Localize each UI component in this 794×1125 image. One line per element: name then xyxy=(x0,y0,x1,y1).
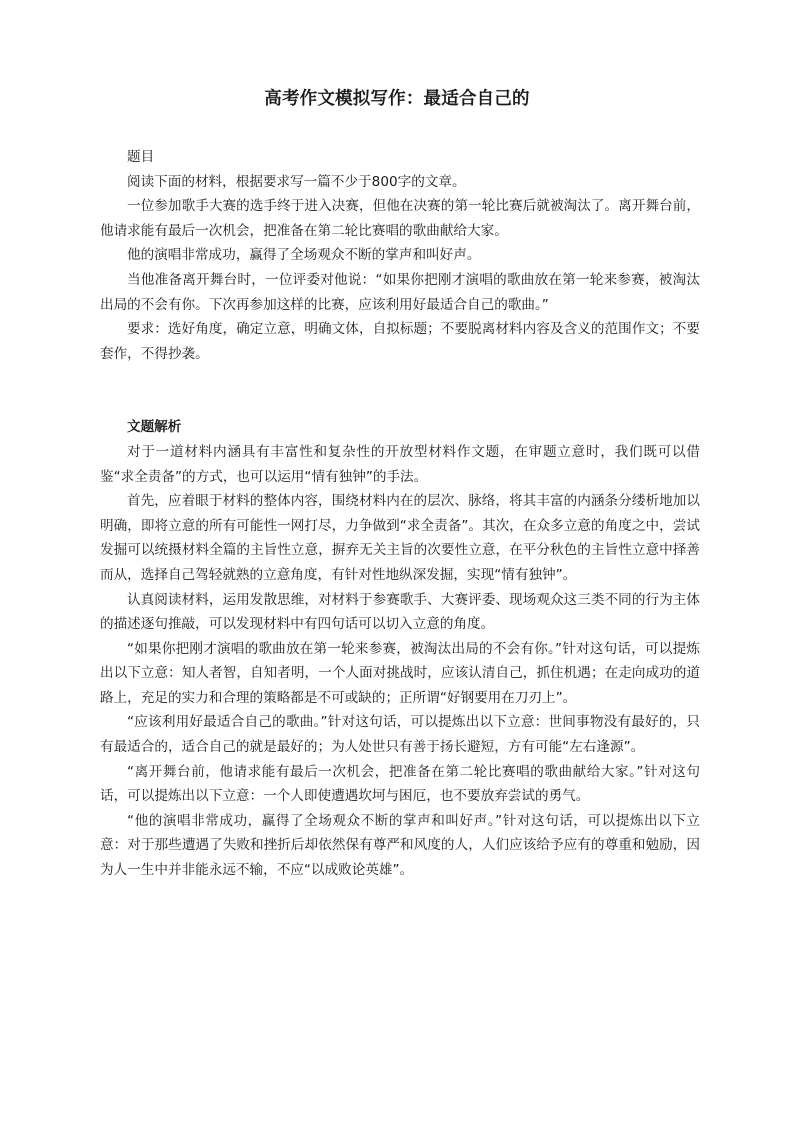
paragraph: 对于一道材料内涵具有丰富性和复杂性的开放型材料作文题，在审题立意时，我们既可以借鉴“求全责备”的方式，也可以运用“情有独钟”的手法。 xyxy=(100,443,700,485)
section-heading-analysis: 文题解析 xyxy=(127,419,182,436)
paragraph: 阅读下面的材料，根据要求写一篇不少于800字的文章。 xyxy=(127,173,466,190)
paragraph: 一位参加歌手大赛的选手终于进入决赛，但他在决赛的第一轮比赛后就被淘汰了。离开舞台前，他请求能有最后一次机会，把准备在第二轮比赛唱的歌曲献给大家。 xyxy=(100,198,700,239)
paragraph: 认真阅读材料，运用发散思维，对材料于参赛歌手、大赛评委、现场观众这三类不同的行为主体的描述逐句推敲，可以发现材料中有四句话可以切入立意的角度。 xyxy=(100,591,700,633)
paragraph: “他的演唱非常成功，赢得了全场观众不断的掌声和叫好声。”针对这句话，可以提炼出以下立意：对于那些遭遇了失败和挫折后却依然保有尊严和风度的人，人们应该给予应有的尊重和勉励，因为人一生中并非能永远不输，不应“以成败论英雄”。 xyxy=(100,812,700,879)
paragraph: 首先，应着眼于材料的整体内容，围绕材料内在的层次、脉络，将其丰富的内涵条分缕析地加以明确，即将立意的所有可能性一网打尽，力争做到“求全责备”。其次，在众多立意的角度之中，尝试发掘可以统摄材料全篇的主旨性立意，摒弃无关主旨的次要性立意，在平分秋色的主旨性立意中择善而从，选择自己驾轻就熟的立意角度，有针对性地纵深发掘，实现“情有独钟”。 xyxy=(100,493,700,583)
document-body xyxy=(100,145,700,883)
paragraph: 当他准备离开舞台时，一位评委对他说：“如果你把刚才演唱的歌曲放在第一轮来参赛，被淘汰出局的不会有你。下次再参加这样的比赛，应该利用好最适合自己的歌曲。” xyxy=(100,271,700,313)
paragraph: “如果你把刚才演唱的歌曲放在第一轮来参赛，被淘汰出局的不会有你。”针对这句话，可以提炼出以下立意：知人者智，自知者明，一个人面对挑战时，应该认清自己，抓住机遇；在走向成功的道路上，充足的实力和合理的策略都是不可或缺的；正所谓“好钢要用在刀刃上”。 xyxy=(100,640,700,706)
page-title: 高考作文模拟写作：最适合自己的 xyxy=(264,89,530,109)
paragraph: 要求：选好角度，确定立意，明确文体，自拟标题；不要脱离材料内容及含义的范围作文；不要套作，不得抄袭。 xyxy=(100,321,700,362)
section-heading-topic: 题目 xyxy=(127,149,155,165)
paragraph: “应该利用好最适合自己的歌曲。”针对这句话，可以提炼出以下立意：世间事物没有最好的，只有最适合的，适合自己的就是最好的；为人处世只有善于扬长避短，方有可能“左右逢源”。 xyxy=(100,714,700,756)
section-spacer xyxy=(100,366,700,415)
paragraph: “离开舞台前，他请求能有最后一次机会，把准备在第二轮比赛唱的歌曲献给大家。”针对这句话，可以提炼出以下立意：一个人即使遭遇坎坷与困厄，也不要放弃尝试的勇气。 xyxy=(100,763,700,805)
paragraph: 他的演唱非常成功，赢得了全场观众不断的掌声和叫好声。 xyxy=(127,247,481,264)
